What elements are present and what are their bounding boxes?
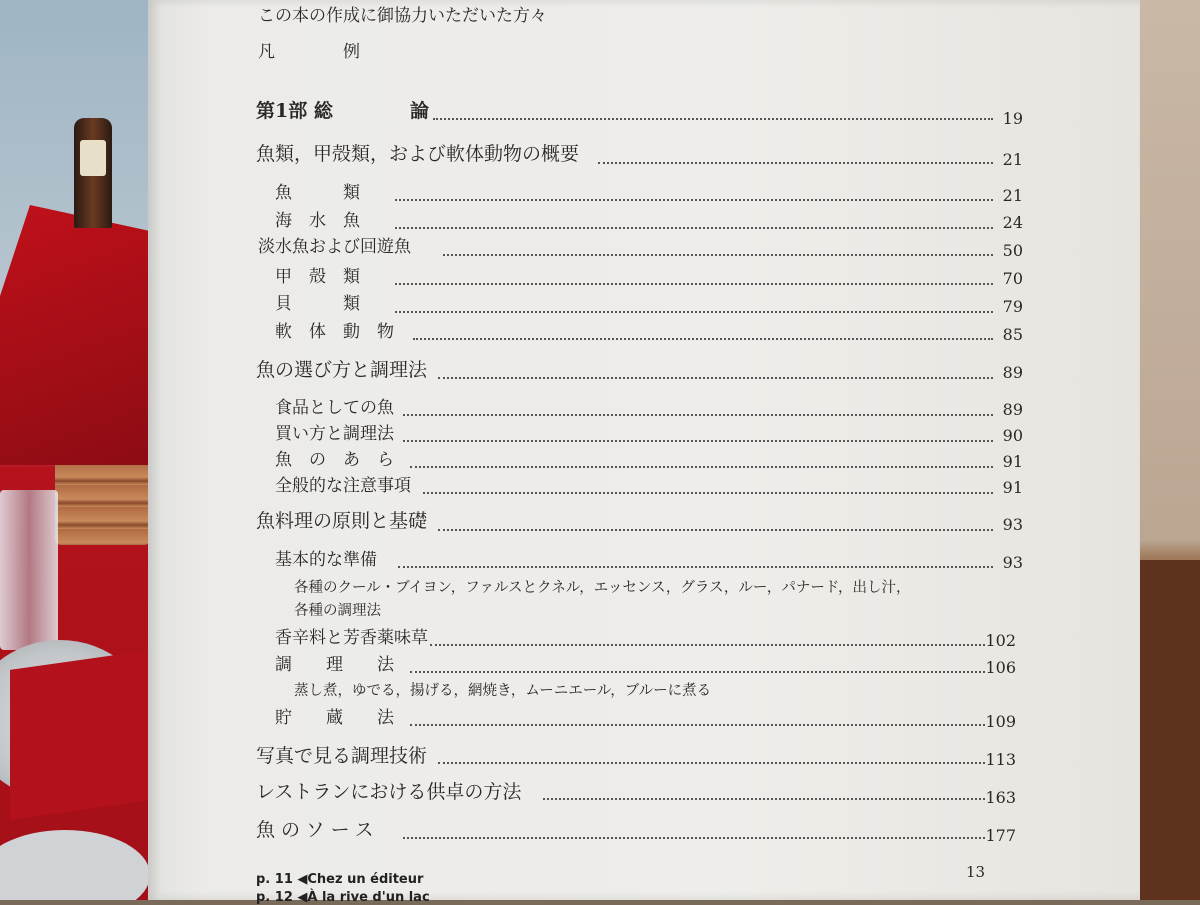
- page-number: 113: [985, 750, 1016, 769]
- leader-dots: [410, 669, 985, 673]
- water-glass: [0, 490, 58, 650]
- leader-dots: [403, 412, 993, 416]
- page-number: 70: [1002, 269, 1023, 288]
- part1-title: 第1部 総: [256, 100, 333, 122]
- page-number: 90: [1002, 426, 1023, 445]
- leader-dots: [395, 225, 993, 229]
- photo-reference: p. 12 ◀À la rive d'un lac: [256, 890, 430, 905]
- subsection-title: 調 理 法: [275, 655, 394, 675]
- subsection-note: 各種のクール・ブイヨン，ファルスとクネル，エッセンス，グラス，ルー，パナード，出し汁，: [294, 580, 911, 596]
- page-number: 163: [985, 788, 1016, 807]
- page-number: 89: [1002, 400, 1023, 419]
- page-number: 177: [985, 826, 1016, 845]
- plate-bottom: [0, 830, 150, 900]
- subsection-note: 各種の調理法: [294, 603, 381, 619]
- contributors-heading: この本の作成に御協力いただいた方々: [258, 6, 547, 26]
- cover-photo: [0, 0, 150, 900]
- leader-dots: [433, 116, 993, 120]
- subsection-note: 蒸し煮，ゆでる，揚げる，網焼き，ムーニエール，ブルーに煮る: [294, 683, 712, 699]
- leader-dots: [403, 835, 985, 839]
- bottle-label: [80, 140, 106, 176]
- section-title: 魚類，甲殻類，および軟体動物の概要: [256, 143, 580, 165]
- folio-number: 13: [966, 863, 986, 881]
- page-number: 85: [1002, 325, 1023, 344]
- legend-heading: 凡 例: [258, 42, 360, 62]
- subsection-title: 食品としての魚: [275, 398, 394, 418]
- toc-page: [148, 0, 1140, 905]
- leader-dots: [598, 160, 993, 164]
- page-number: 79: [1002, 297, 1023, 316]
- leader-dots: [438, 375, 993, 379]
- page-number: 91: [1002, 478, 1023, 497]
- section-title: 魚の選び方と調理法: [256, 359, 428, 381]
- page-number: 50: [1002, 241, 1023, 260]
- leader-dots: [438, 760, 985, 764]
- section-title: 魚料理の原則と基礎: [256, 510, 428, 532]
- leader-dots: [395, 197, 993, 201]
- leader-dots: [413, 336, 993, 340]
- subsection-title: 甲 殻 類: [275, 267, 360, 287]
- red-napkin: [0, 205, 150, 465]
- leader-dots: [395, 281, 993, 285]
- subsection-title: 買い方と調理法: [275, 424, 394, 444]
- leader-dots: [543, 796, 985, 800]
- section-title: レストランにおける供卓の方法: [256, 781, 522, 803]
- page-number: 93: [1002, 515, 1023, 534]
- subsection-title: 魚 の あ ら: [275, 450, 394, 470]
- leader-dots: [410, 722, 985, 726]
- leader-dots: [398, 564, 993, 568]
- leader-dots: [443, 252, 993, 256]
- section-title: 魚のソース: [256, 819, 380, 841]
- subsection-title: 海 水 魚: [275, 211, 360, 231]
- page-number: 106: [985, 658, 1016, 677]
- page-number: 102: [985, 631, 1016, 650]
- page-number: 21: [1002, 186, 1023, 205]
- subsection-title: 魚 類: [275, 183, 360, 203]
- subsection-title: 全般的な注意事項: [275, 476, 411, 496]
- page-number: 91: [1002, 452, 1023, 471]
- leader-dots: [430, 642, 985, 646]
- subsection-title: 香辛料と芳香薬味草: [275, 628, 428, 648]
- leader-dots: [410, 464, 993, 468]
- part1-title-end: 論: [410, 100, 430, 122]
- page-number: 19: [1002, 109, 1023, 128]
- page-number: 93: [1002, 553, 1023, 572]
- subsection-title: 貝 類: [275, 294, 360, 314]
- subsection-title: 基本的な準備: [275, 550, 377, 570]
- leader-dots: [423, 490, 993, 494]
- red-cloth: [10, 650, 150, 820]
- section-title: 写真で見る調理技術: [256, 745, 428, 767]
- leader-dots: [438, 527, 993, 531]
- subsection-title: 淡水魚および回遊魚: [258, 237, 411, 257]
- page-number: 24: [1002, 213, 1023, 232]
- page-number: 21: [1002, 150, 1023, 169]
- page-number: 89: [1002, 363, 1023, 382]
- page-number: 109: [985, 712, 1016, 731]
- leader-dots: [395, 309, 993, 313]
- photo-reference: p. 11 ◀Chez un éditeur: [256, 872, 424, 887]
- leader-dots: [403, 438, 993, 442]
- subsection-title: 貯 蔵 法: [275, 708, 394, 728]
- subsection-title: 軟 体 動 物: [275, 322, 394, 342]
